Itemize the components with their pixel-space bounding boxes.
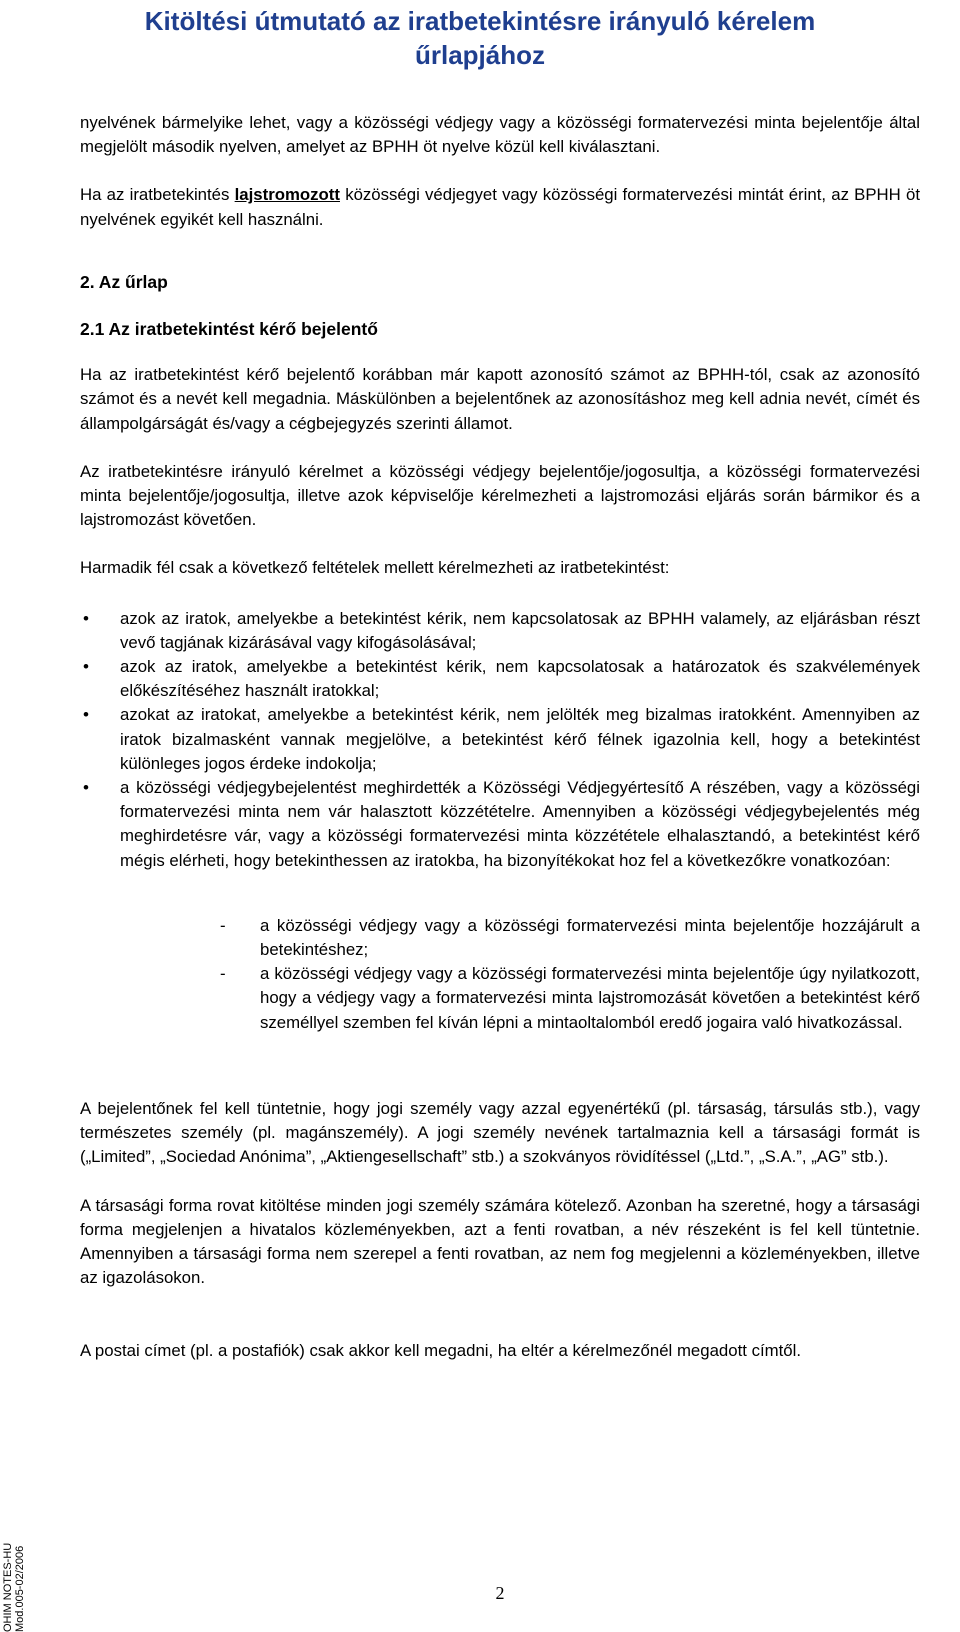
paragraph-language-choice: nyelvének bármelyike lehet, vagy a közösségi védjegy vagy a közösségi formatervezési minta bejelentője által megjelölt második nyelven, amelyet az BPHH öt nyelve közül kell kiválasztani. <box>80 113 920 157</box>
section-heading: 2. Az űrlap <box>80 271 168 292</box>
paragraph-text: közösségi védjegyet vagy közösségi formatervezési mintát érint, az BPHH öt nyelvének egyikét kell használni. <box>80 185 920 229</box>
paragraph-registered-language <box>80 183 920 231</box>
dash-marker: - <box>220 964 226 984</box>
paragraph-third-party: Harmadik fél csak a következő feltételek mellett kérelmezheti az iratbetekintést: <box>80 558 670 578</box>
paragraph-identification: Ha az iratbetekintést kérő bejelentő korábban már kapott azonosító számot az BPHH-tól, csak az azonosító számot és a nevét kell megadnia. Máskülönben a bejelentőnek az azonosításhoz meg kell adnia nevét, címét és állampolgárságát és/vagy a cégbejegyzés szerinti államot. <box>80 365 920 433</box>
title-line-1: Kitöltési útmutató az iratbetekintésre irányuló kérelem <box>144 6 816 36</box>
paragraph-company-form: A társasági forma rovat kitöltése minden jogi személy számára kötelező. Azonban ha szeretné, hogy a társasági forma megjelenjen a hivatalos közleményekben, azt a fenti rovatban, a név részeként is fel kell tüntetnie. Amennyiben a társasági forma nem szerepel a fenti rovatban, az nem fog megjelenni a közleményekben, illetve az igazolásokon. <box>80 1195 920 1288</box>
paragraph-postal-address: A postai címet (pl. a postafiók) csak akkor kell megadni, ha eltér a kérelmezőnél megadott címtől. <box>80 1341 801 1361</box>
list-item-text: a közösségi védjegy vagy a közösségi formatervezési minta bejelentője hozzájárult a betekintéshez; <box>260 915 920 960</box>
document-title <box>0 4 960 72</box>
dash-marker: - <box>220 915 226 935</box>
evidence-list <box>80 914 920 1035</box>
list-item: • a közösségi védjegybejelentést meghirdették a Közösségi Védjegyértesítő A részében, vagy a közösségi formatervezési minta nem vár halasztott közzétételre. Amennyiben a közösségi védjegybejelentés még meghirdetésre vár, vagy a közösségi formatervezési minta közzététele elhalasztandó, a betekintést kérő mégis elérheti, hogy betekinthessen az iratokba, ha bizonyítékokat hoz fel a következőkre vonatkozóan: <box>80 776 920 873</box>
title-line-2: űrlapjához <box>414 40 545 70</box>
paragraph-text: Ha az iratbetekintés <box>80 185 235 205</box>
form-reference-line-2: Mod.005-02/2006 <box>14 1545 26 1632</box>
form-reference-line-1: OHIM NOTES-HU <box>2 1542 14 1632</box>
list-item <box>80 914 920 962</box>
list-item: • azokat az iratokat, amelyekbe a betekintést kérik, nem jelölték meg bizalmas iratokként. Amennyiben az iratok bizalmasként vannak megjelölve, a betekintést kérő félnek igazolnia kell, hogy a betekintést különleges jogos érdeke indokolja; <box>80 703 920 776</box>
list-item-text: a közösségi védjegy vagy a közösségi formatervezési minta bejelentője úgy nyilatkozott, hogy a védjegy vagy a formatervezési minta lajstromozását követően a betekintést kérő személlyel szemben fel kíván lépni a mintaoltalomból eredő jogaira való hivatkozással. <box>260 964 920 1032</box>
paragraph-legal-person: A bejelentőnek fel kell tüntetnie, hogy jogi személy vagy azzal egyenértékű (pl. társaság, társulás stb.), vagy természetes személy (pl. magánszemély). A jogi személy nevének tartalmaznia kell a társasági formát is („Limited”, „Sociedad Anónima”, „Aktiengesellschaft” stb.) a szokványos rövidítéssel („Ltd.”, „S.A.”, „AG” stb.). <box>80 1098 920 1167</box>
document-body <box>80 111 920 1364</box>
list-item <box>80 962 920 1035</box>
list-item: • azok az iratok, amelyekbe a betekintést kérik, nem kapcsolatosak az BPHH valamely, az eljárásban részt vevő tagjának kizárásával vagy kifogásolásával; <box>80 607 920 655</box>
list-item: • azok az iratok, amelyekbe a betekintést kérik, nem kapcsolatosak a határozatok és szakvélemények előkészítéséhez használt iratokkal; <box>80 655 920 703</box>
conditions-list <box>80 607 920 873</box>
page-number: 2 <box>495 1583 505 1603</box>
subsection-heading: 2.1 Az iratbetekintést kérő bejelentő <box>80 319 378 340</box>
paragraph-who-may-request: Az iratbetekintésre irányuló kérelmet a közösségi védjegy bejelentője/jogosultja, a közösségi formatervezési minta bejelentője/jogosultja, illetve azok képviselője kérelmezheti a lajstromozási eljárás során bármikor és a lajstromozást követően. <box>80 461 920 530</box>
emphasis-registered: lajstromozott <box>234 185 340 205</box>
